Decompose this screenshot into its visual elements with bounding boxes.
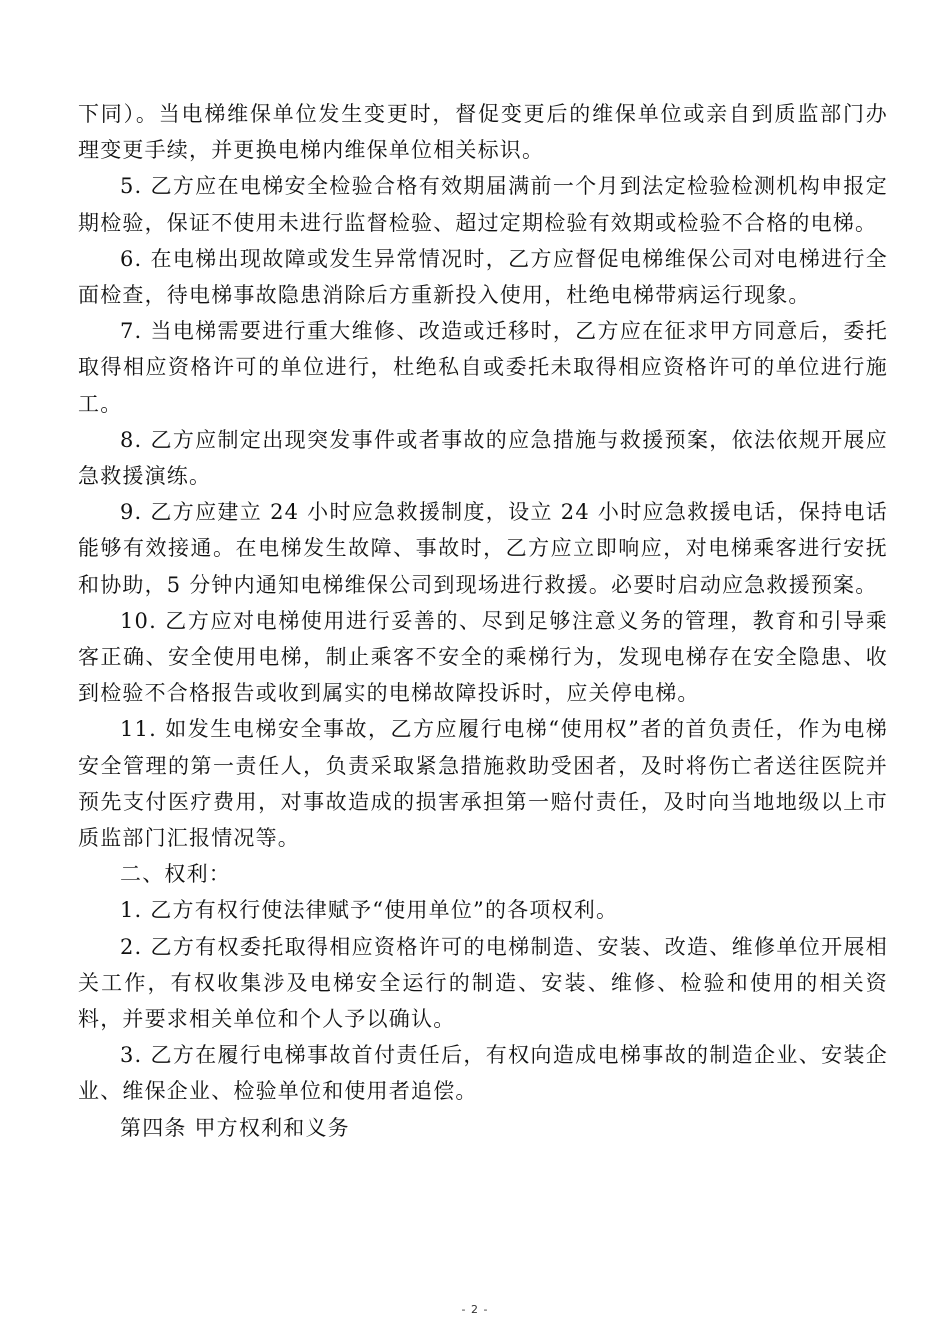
paragraph-right-2: 2. 乙方有权委托取得相应资格许可的电梯制造、安装、改造、维修单位开展相关工作，有权收集涉及电梯安全运行的制造、安装、维修、检验和使用的相关资料，并要求相关单位和个人予以确认。 <box>78 934 888 1032</box>
paragraph-item-9: 9. 乙方应建立 24 小时应急救援制度，设立 24 小时应急救援电话，保持电话能够有效接通。在电梯发生故障、事故时，乙方应立即响应，对电梯乘客进行安抚和协助，5 分钟内通知电梯维保公司到现场进行救援。必要时启动应急救援预案。 <box>78 500 888 597</box>
document-body <box>78 96 888 1146</box>
article-four-heading: 第四条 甲方权利和义务 <box>120 1115 350 1140</box>
paragraph-item-7: 7. 当电梯需要进行重大维修、改造或迁移时，乙方应在征求甲方同意后，委托取得相应资格许可的单位进行，杜绝私自或委托未取得相应资格许可的单位进行施工。 <box>78 319 888 416</box>
paragraph-right-3: 3. 乙方在履行电梯事故首付责任后，有权向造成电梯事故的制造企业、安装企业、维保企业、检验单位和使用者追偿。 <box>78 1043 888 1104</box>
paragraph-right-1: 1. 乙方有权行使法律赋予“使用单位”的各项权利。 <box>120 898 619 923</box>
paragraph-item-6: 6. 在电梯出现故障或发生异常情况时，乙方应督促电梯维保公司对电梯进行全面检查，待电梯事故隐患消除后方重新投入使用，杜绝电梯带病运行现象。 <box>78 246 888 308</box>
paragraph-item-8: 8. 乙方应制定出现突发事件或者事故的应急措施与救援预案，依法依规开展应急救援演练。 <box>78 427 888 489</box>
section-heading-rights: 二、权利： <box>120 862 231 887</box>
paragraph-item-10: 10. 乙方应对电梯使用进行妥善的、尽到足够注意义务的管理，教育和引导乘客正确、安全使用电梯，制止乘客不安全的乘梯行为，发现电梯存在安全隐患、收到检验不合格报告或收到属实的电梯故障投诉时，应关停电梯。 <box>78 608 888 706</box>
paragraph-item-11: 11. 如发生电梯安全事故，乙方应履行电梯“使用权”者的首负责任，作为电梯安全管理的第一责任人，负责采取紧急措施救助受困者，及时将伤亡者送往医院并预先支付医疗费用，对事故造成的损害承担第一赔付责任，及时向当地地级以上市质监部门汇报情况等。 <box>78 717 888 851</box>
page-number: - 2 - <box>461 1303 489 1316</box>
paragraph-continuation: 下同）。当电梯维保单位发生变更时，督促变更后的维保单位或亲自到质监部门办理变更手续，并更换电梯内维保单位相关标识。 <box>78 102 888 163</box>
paragraph-item-5: 5. 乙方应在电梯安全检验合格有效期届满前一个月到法定检验检测机构申报定期检验，保证不使用未进行监督检验、超过定期检验有效期或检验不合格的电梯。 <box>78 174 888 235</box>
